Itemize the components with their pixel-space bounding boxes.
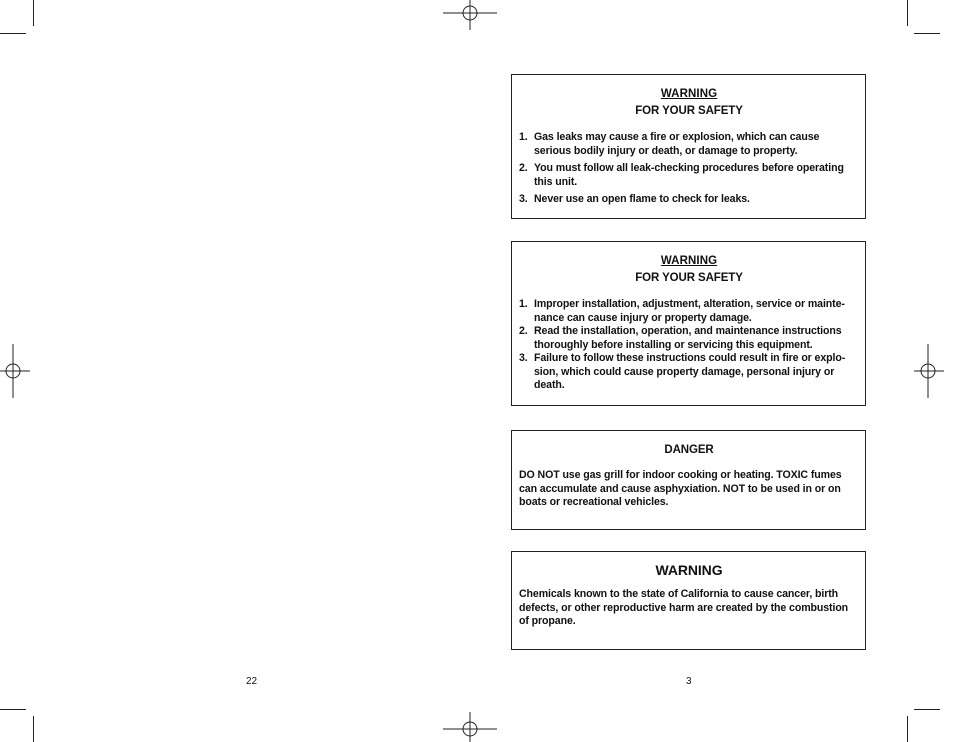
registration-mark-icon [443,0,497,30]
list-item: 3. Failure to follow these instructions could result in fire or explo-sion, which could cause property damage, personal injury or death. [519,352,846,391]
danger-text: DO NOT use gas grill for indoor cooking or heating. TOXIC fumes can accumulate and cause asphyxiation. NOT to be used in or on boats or recreational vehicles. [519,469,842,508]
crop-mark [0,709,26,710]
chemical-warning-text: Chemicals known to the state of California to cause cancer, birth defects, or other reproductive harm are created by the combustion of propane. [519,588,849,627]
box-title: WARNING [660,88,718,100]
registration-mark-icon [443,712,497,742]
warning-list [519,298,859,393]
list-item: 1. Improper installation, adjustment, alteration, service or mainte-nance can cause injury or property damage. [519,298,845,324]
page-number-left: 22 [246,676,258,687]
crop-mark [0,33,26,34]
box-title: DANGER [664,444,714,456]
crop-mark [914,33,940,34]
list-item: 1. Gas leaks may cause a fire or explosion, which can cause serious bodily injury or death, or damage to property. [519,131,820,157]
crop-mark [907,0,908,26]
crop-mark [914,709,940,710]
box-subtitle: FOR YOUR SAFETY [635,105,743,117]
warning-list [519,131,859,207]
crop-mark [33,716,34,742]
crop-mark [907,716,908,742]
crop-mark [33,0,34,26]
chemical-warning-box [511,551,866,650]
danger-box [511,430,866,530]
list-item: 2. Read the installation, operation, and maintenance instructions thoroughly before installing or servicing this equipment. [519,325,842,351]
registration-mark-icon [0,344,30,398]
box-subtitle: FOR YOUR SAFETY [635,272,743,284]
box-title: WARNING [655,562,723,578]
list-item: 3. Never use an open flame to check for leaks. [519,193,750,205]
list-item: 2. You must follow all leak-checking procedures before operating this unit. [519,162,844,188]
box-title: WARNING [660,255,718,267]
warning-safety-box-leaks [511,74,866,219]
registration-mark-icon [914,344,944,398]
warning-safety-box-installation [511,241,866,406]
page-number-right: 3 [686,676,692,687]
